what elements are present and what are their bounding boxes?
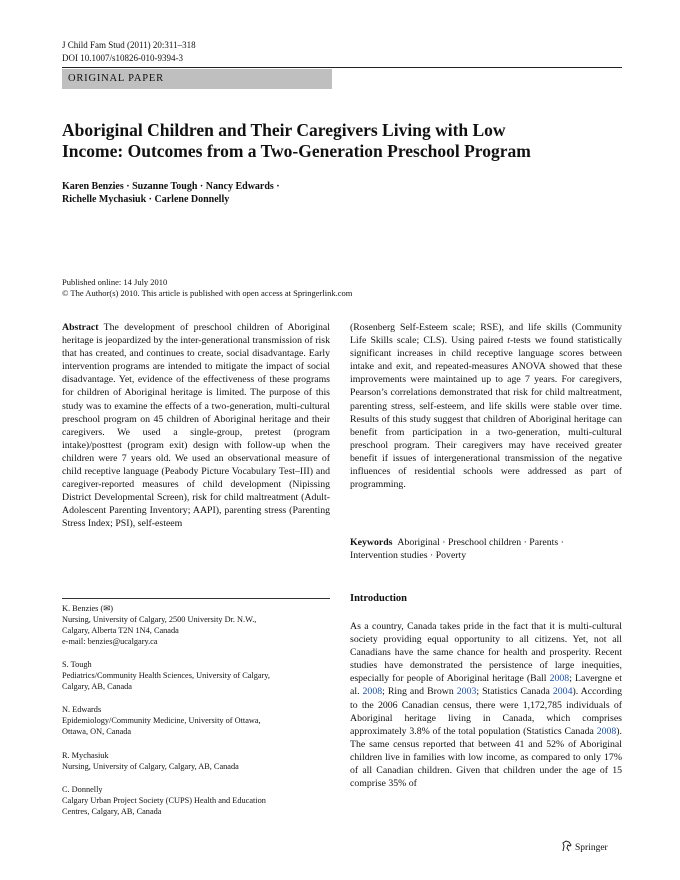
article-type-bar bbox=[62, 69, 332, 89]
keywords-label: Keywords bbox=[350, 537, 393, 548]
abstract-t-italic: t bbox=[507, 335, 511, 347]
affiliation-line: Nursing, University of Calgary, 2500 University Dr. N.W., bbox=[62, 615, 257, 624]
affiliation-line: Centres, Calgary, AB, Canada bbox=[62, 807, 162, 816]
abstract-text-left: The development of preschool children of Aboriginal heritage is jeopardized by the inter-generational transmission of risk that has created, and continues to create, social disadvantage. Early intervention programs are intended to mitigate the impact of social disadvantage. Yet, evidence of the effectiveness of these programs for children of Aboriginal heritage is limited. The purpose of this study was to examine the effects of a two-generation, multi-cultural preschool program on 45 children of Aboriginal heritage and their caregivers. We used a single-group, pretest (program intake)/posttest (program exit) design with follow-up when the children were 7 years old. We used an observational measure of child receptive language (Peabody Picture Vocabulary Test–III) and caregiver-reported measures of child development (Nipissing District Developmental Screen), risk for child maltreatment (Adult-Adolescent Parenting Inventory; AAPI), parenting stress (Parenting Stress Index; PSI), self-esteem bbox=[62, 322, 330, 530]
intro-text-3: ; Ring and Brown bbox=[382, 686, 457, 698]
introduction-text bbox=[350, 620, 622, 790]
article-type-label: ORIGINAL PAPER bbox=[68, 73, 164, 84]
affiliation-mychasiuk bbox=[62, 750, 330, 772]
affiliation-name: R. Mychasiuk bbox=[62, 751, 109, 760]
affiliation-name: S. Tough bbox=[62, 660, 92, 669]
intro-text-6: ). The same census reported that between 41 and 52% of Aboriginal children live in families with low income, as compared to only 17% of all Canadian children. Given that children under the age of 15 comprise 35% of bbox=[350, 725, 622, 790]
affiliation-line: Pediatrics/Community Health Sciences, University of Calgary, bbox=[62, 671, 270, 680]
citation-link-statcan-2008[interactable]: 2008 bbox=[596, 725, 617, 737]
citation-link-lavergne-2008[interactable]: 2008 bbox=[362, 686, 383, 698]
abstract-text-right-a: (Rosenberg Self-Esteem scale; RSE), and life skills (Community Life Skills scale; CLS). Using paired bbox=[350, 322, 622, 347]
affiliation-line: Calgary, Alberta T2N 1N4, Canada bbox=[62, 626, 179, 635]
citation-link-ball-2008[interactable]: 2008 bbox=[549, 673, 570, 685]
affiliation-email: e-mail: benzies@ucalgary.ca bbox=[62, 637, 158, 646]
citation-link-ring-brown-2003[interactable]: 2003 bbox=[456, 686, 477, 698]
affiliation-line: Nursing, University of Calgary, Calgary, AB, Canada bbox=[62, 762, 239, 771]
authors-line-1: Karen Benzies · Suzanne Tough · Nancy Edwards · bbox=[62, 181, 280, 192]
keywords-block bbox=[350, 536, 622, 562]
journal-citation: J Child Fam Stud (2011) 20:311–318 bbox=[62, 40, 196, 50]
affiliation-line: Calgary Urban Project Society (CUPS) Health and Education bbox=[62, 796, 266, 805]
abstract-label: Abstract bbox=[62, 322, 99, 333]
intro-text-1: As a country, Canada takes pride in the fact that it is multi-cultural society providing equal opportunity to all citizens. Yet, not all Canadians have the same chance for health and prosperity. Recent studies have demonstrated the persistence of large inequities, especially for people of Aboriginal heritage (Ball bbox=[350, 621, 622, 685]
authors-line-2: Richelle Mychasiuk · Carlene Donnelly bbox=[62, 194, 230, 205]
copyright-notice: © The Author(s) 2010. This article is published with open access at Springerlink.com bbox=[62, 288, 353, 298]
keywords-line-2: Intervention studies · Poverty bbox=[350, 550, 467, 562]
journal-doi: DOI 10.1007/s10826-010-9394-3 bbox=[62, 53, 183, 63]
published-online: Published online: 14 July 2010 bbox=[62, 277, 168, 287]
intro-text-4: ; Statistics Canada bbox=[476, 686, 553, 698]
intro-text-2: ; Lavergne et al. bbox=[350, 673, 622, 698]
affiliation-rule bbox=[62, 598, 330, 599]
title-line-2: Income: Outcomes from a Two-Generation Preschool Program bbox=[62, 141, 531, 161]
header-rule bbox=[62, 67, 622, 68]
introduction-heading: Introduction bbox=[350, 593, 407, 604]
affiliation-donnelly bbox=[62, 784, 330, 817]
affiliation-name: C. Donnelly bbox=[62, 785, 103, 794]
affiliation-benzies bbox=[62, 603, 330, 647]
title-line-1: Aboriginal Children and Their Caregivers Living with Low bbox=[62, 120, 506, 140]
affiliation-line: Ottawa, ON, Canada bbox=[62, 727, 132, 736]
author-list bbox=[62, 180, 622, 206]
intro-text-5: ). According to the 2006 Canadian census, there were 1,172,785 individuals of Aboriginal heritage living in Canada, which comprises approximately 3.8% of the total population (Statistics Canada bbox=[350, 686, 622, 737]
affiliation-name: K. Benzies (✉) bbox=[62, 604, 113, 613]
affiliation-line: Calgary, AB, Canada bbox=[62, 682, 132, 691]
abstract-left-column bbox=[62, 321, 330, 531]
affiliation-line: Epidemiology/Community Medicine, University of Ottawa, bbox=[62, 716, 261, 725]
publisher-logo bbox=[561, 840, 608, 853]
springer-horse-icon bbox=[561, 840, 573, 852]
abstract-text-right-b: -tests we found statistically significant increases in child receptive language scores between intake and exit, and repeated-measures ANOVA showed that these improvements were maintained up to age 7 years. For caregivers, Pearson’s correlations demonstrated that risk for child maltreatment, parenting stress, self-esteem, and life skills were stable over time. Results of this study suggest that children of Aboriginal heritage can benefit from participation in a two-generation, multi-cultural preschool program. Their caregivers may have received greater benefit if issues of intergenerational transmission of the negative influences of residential schools were addressed as part of programming. bbox=[350, 335, 623, 491]
abstract-right-column bbox=[350, 321, 622, 491]
keywords-line-1: Aboriginal · Preschool children · Parents · bbox=[397, 537, 564, 548]
publisher-name: Springer bbox=[575, 843, 608, 853]
journal-header bbox=[62, 39, 196, 65]
citation-link-statcan-2004[interactable]: 2004 bbox=[552, 686, 573, 698]
affiliation-edwards bbox=[62, 704, 330, 737]
article-title bbox=[62, 120, 622, 162]
affiliation-name: N. Edwards bbox=[62, 705, 102, 714]
publication-info bbox=[62, 277, 622, 299]
affiliation-tough bbox=[62, 659, 330, 692]
